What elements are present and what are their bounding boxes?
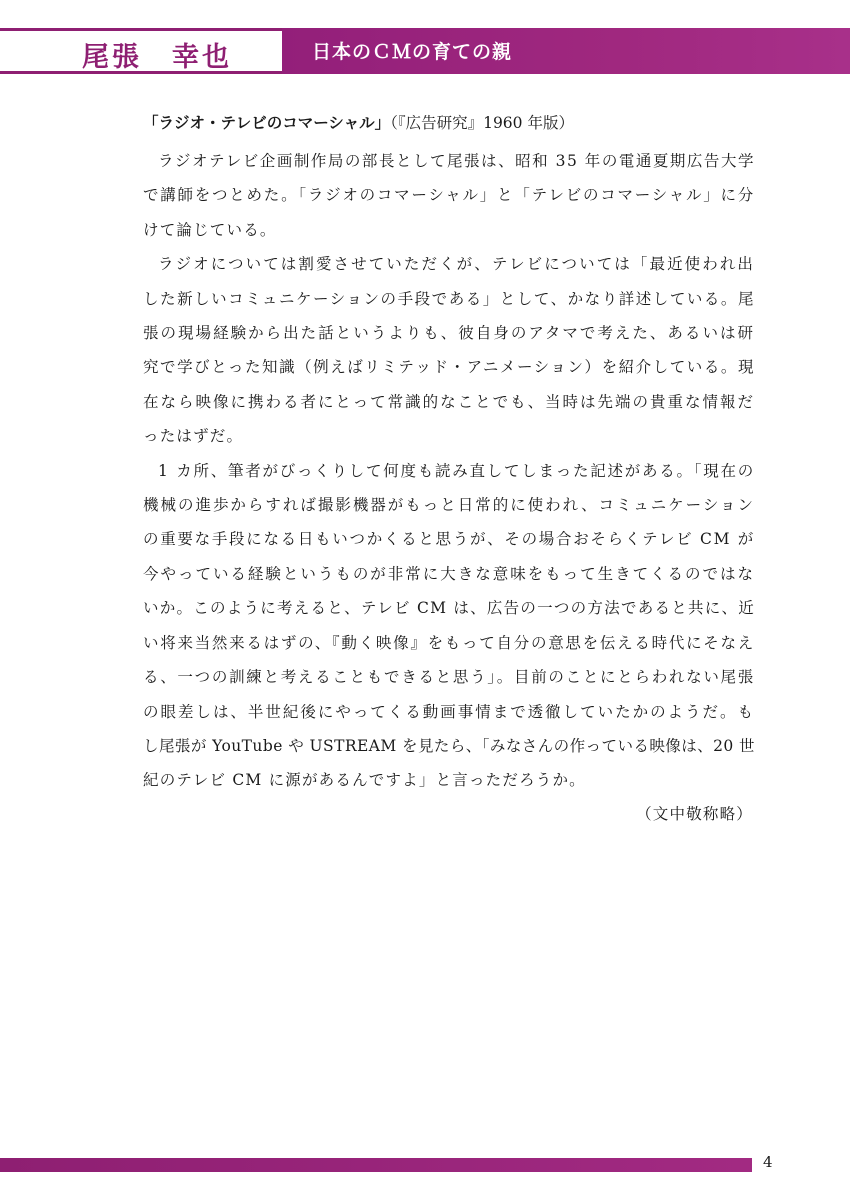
paragraph-line: 1 カ所、筆者がびっくりして何度も読み直してしまった記述がある。「現在の: [158, 461, 755, 480]
paragraph-line: い将来当然来るはずの、『動く映像』をもって自分の意思を伝える時代にそなえ: [143, 633, 755, 652]
paragraph-line: 紀のテレビ CM に源があるんですよ」と言っただろうか。: [143, 771, 586, 790]
author-block: [0, 28, 282, 74]
paragraph-line: ラジオテレビ企画制作局の部長として尾張は、昭和 35 年の電通夏期広告大学: [158, 152, 755, 170]
source-heading: [143, 110, 755, 136]
paragraph-3: [143, 454, 755, 798]
page-header: [0, 28, 850, 74]
paragraph-line: の眼差しは、半世紀後にやってくる動画事情まで透徹していたかのようだ。も: [143, 702, 755, 721]
paragraph-line: 究で学びとった知識（例えばリミテッド・アニメーション）を紹介している。現: [143, 358, 755, 377]
paragraph-line: 今やっている経験というものが非常に大きな意味をもって生きてくるのではな: [143, 564, 755, 583]
article-body: [143, 110, 755, 830]
paragraph-line: けて論じている。: [143, 220, 277, 239]
paragraph-line: で講師をつとめた。「ラジオのコマーシャル」と「テレビのコマーシャル」に分: [143, 186, 755, 205]
paragraph-line: いか。このように考えると、テレビ CM は、広告の一つの方法であると共に、近: [143, 599, 755, 618]
paragraph-line: 在なら映像に携わる者にとって常識的なことでも、当時は先端の貴重な情報だ: [143, 392, 755, 411]
paragraph-1: [143, 144, 755, 247]
paragraph-line: ラジオについては割愛させていただくが、テレビについては「最近使われ出: [158, 255, 755, 274]
paragraph-line: した新しいコミュニケーションの手段である」として、かなり詳述している。尾: [143, 289, 755, 308]
paragraph-line: る、一つの訓練と考えることもできると思う」。目前のことにとらわれない尾張: [143, 668, 755, 687]
paragraph-2: [143, 247, 755, 453]
paragraph-line: し尾張が YouTube や USTREAM を見たら、「みなさんの作っている映像は、20 世: [143, 736, 755, 755]
paragraph-line: の重要な手段になる日もいつかくると思うが、その場合おそらくテレビ CM が: [143, 530, 755, 549]
footer-bar: [0, 1158, 752, 1172]
series-banner: [282, 28, 850, 74]
closing-note: （文中敬称略）: [636, 804, 753, 823]
paragraph-line: 機械の進歩からすれば撮影機器がもっと日常的に使われ、コミュニケーション: [143, 496, 755, 515]
paragraph-line: ったはずだ。: [143, 427, 244, 446]
series-title: 日本のＣＭの育ての親: [312, 41, 513, 63]
paragraph-line: 張の現場経験から出た話というよりも、彼自身のアタマで考えた、あるいは研: [143, 324, 755, 343]
source-note: （『広告研究』1960 年版）: [390, 114, 574, 132]
source-title: 「ラジオ・テレビのコマーシャル」: [143, 113, 391, 132]
author-name: 尾張 幸也: [82, 42, 232, 73]
page-number: 4: [763, 1153, 773, 1171]
